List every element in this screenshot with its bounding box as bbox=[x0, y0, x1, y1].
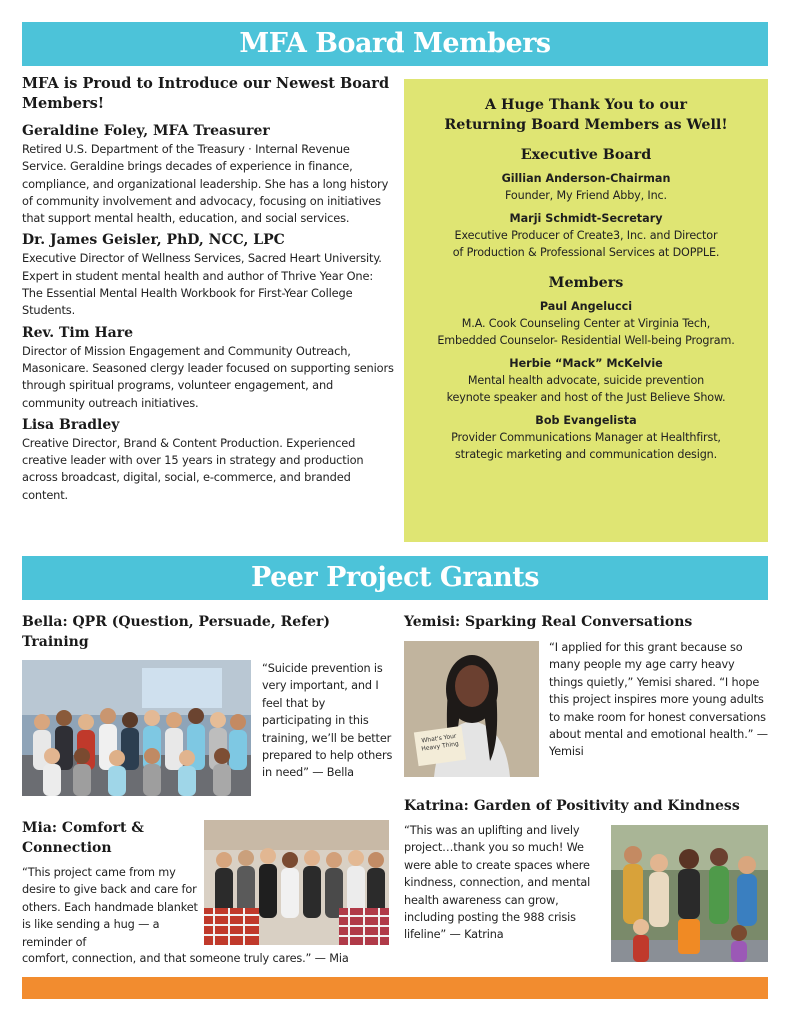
executive-board-heading: Executive Board bbox=[520, 147, 652, 163]
member-role-angelucci-line2: Embedded Counselor- Residential Well-being Program. bbox=[437, 334, 735, 347]
member-name-bradley: Lisa Bradley bbox=[22, 416, 120, 433]
member-name-hare: Rev. Tim Hare bbox=[22, 324, 134, 341]
katrina-quote: “This was an uplifting and lively project…thank you so much! We were able to create spaces where kindness, connection, and mental health awareness can grow, including posting the 988 crisis lifeline” — Katrina bbox=[404, 824, 591, 942]
yemisi-title: Yemisi: Sparking Real Conversations bbox=[404, 614, 693, 630]
member-role-angelucci-line1: M.A. Cook Counseling Center at Virginia Tech, bbox=[461, 317, 711, 330]
member-role-evangelista-line1: Provider Communications Manager at Healthfirst, bbox=[451, 431, 721, 444]
bella-title-line2: Training bbox=[22, 634, 89, 650]
mia-title bbox=[22, 818, 202, 858]
exec-name-anderson: Gillian Anderson-Chairman bbox=[501, 172, 671, 185]
bella-title bbox=[22, 612, 394, 652]
mia-group-photo bbox=[204, 820, 389, 945]
peer-grants-banner: Peer Project Grants bbox=[22, 556, 768, 600]
exec-role-schmidt-line2: of Production & Professional Services at DOPPLE. bbox=[452, 246, 720, 259]
exec-role-schmidt-line1: Executive Producer of Create3, Inc. and Director bbox=[454, 229, 718, 242]
member-desc-bradley: Creative Director, Brand & Content Production. Experienced creative leader with over 15 years in strategy and production across broadcast, digital, social, e-commerce, and branded content. bbox=[22, 435, 364, 502]
mia-title-line1: Mia: Comfort & bbox=[22, 820, 144, 836]
bella-quote: “Suicide prevention is very important, and I feel that by participating in this training, we’ll be better prepared to help others in need” — Bella bbox=[262, 662, 393, 780]
katrina-group-photo bbox=[611, 825, 768, 962]
board-members-banner: MFA Board Members bbox=[22, 22, 768, 66]
member-name-mckelvie: Herbie “Mack” McKelvie bbox=[509, 357, 663, 370]
mia-title-line2: Connection bbox=[22, 840, 112, 856]
member-name-evangelista: Bob Evangelista bbox=[535, 414, 637, 427]
member-desc-geisler: Executive Director of Wellness Services, Sacred Heart University. Expert in student mental health and author of Thrive Year One: The Essential Mental Health Workbook for First-Year College Students. bbox=[22, 251, 382, 318]
katrina-title: Katrina: Garden of Positivity and Kindness bbox=[404, 798, 740, 814]
new-members-column bbox=[22, 74, 394, 508]
yemisi-card: What's Your Heavy Thing bbox=[414, 726, 466, 766]
thanks-title-line1: A Huge Thank You to our bbox=[484, 97, 688, 113]
member-role-mckelvie-line1: Mental health advocate, suicide prevention bbox=[467, 374, 705, 387]
mia-quote-part2: comfort, connection, and that someone truly cares.” — Mia bbox=[22, 952, 349, 965]
yemisi-photo bbox=[404, 641, 539, 777]
member-role-mckelvie-line2: keynote speaker and host of the Just Believe Show. bbox=[446, 391, 726, 404]
member-name-angelucci: Paul Angelucci bbox=[539, 300, 633, 313]
returning-members-box bbox=[404, 79, 768, 542]
members-heading: Members bbox=[548, 275, 624, 291]
yemisi-quote: “I applied for this grant because so many people my age carry heavy things quietly,” Yemisi shared. “I hope this project inspires more young adults to make room for honest conversations about mental and emotional health.” — Yemisi bbox=[549, 641, 768, 759]
mia-quote-part1: “This project came from my desire to give back and care for others. Each handmade blanket is like sending a hug — a reminder of bbox=[22, 866, 198, 949]
member-desc-hare: Director of Mission Engagement and Community Outreach, Masonicare. Seasoned clergy leader focused on supporting seniors through spiritual programs, volunteer engagement, and community outreach initiatives. bbox=[22, 343, 394, 410]
member-role-evangelista-line2: strategic marketing and communication design. bbox=[454, 448, 717, 461]
thanks-title bbox=[404, 95, 768, 135]
member-name-geisler: Dr. James Geisler, PhD, NCC, LPC bbox=[22, 232, 285, 249]
thanks-title-line2: Returning Board Members as Well! bbox=[444, 117, 728, 133]
member-name-foley: Geraldine Foley, MFA Treasurer bbox=[22, 123, 270, 139]
bella-group-photo bbox=[22, 660, 251, 796]
footer-bar bbox=[22, 977, 768, 999]
exec-name-schmidt: Marji Schmidt-Secretary bbox=[509, 212, 663, 225]
new-members-intro: MFA is Proud to Introduce our Newest Board Members! bbox=[22, 75, 390, 112]
bella-title-line1: Bella: QPR (Question, Persuade, Refer) bbox=[22, 614, 331, 630]
exec-role-anderson: Founder, My Friend Abby, Inc. bbox=[505, 189, 667, 202]
member-desc-foley: Retired U.S. Department of the Treasury · Internal Revenue Service. Geraldine brings decades of experience in finance, compliance, and organizational leadership. She has a long history of community involvement and advocacy, focusing on initiatives that support mental health, education, and social services. bbox=[22, 142, 389, 226]
